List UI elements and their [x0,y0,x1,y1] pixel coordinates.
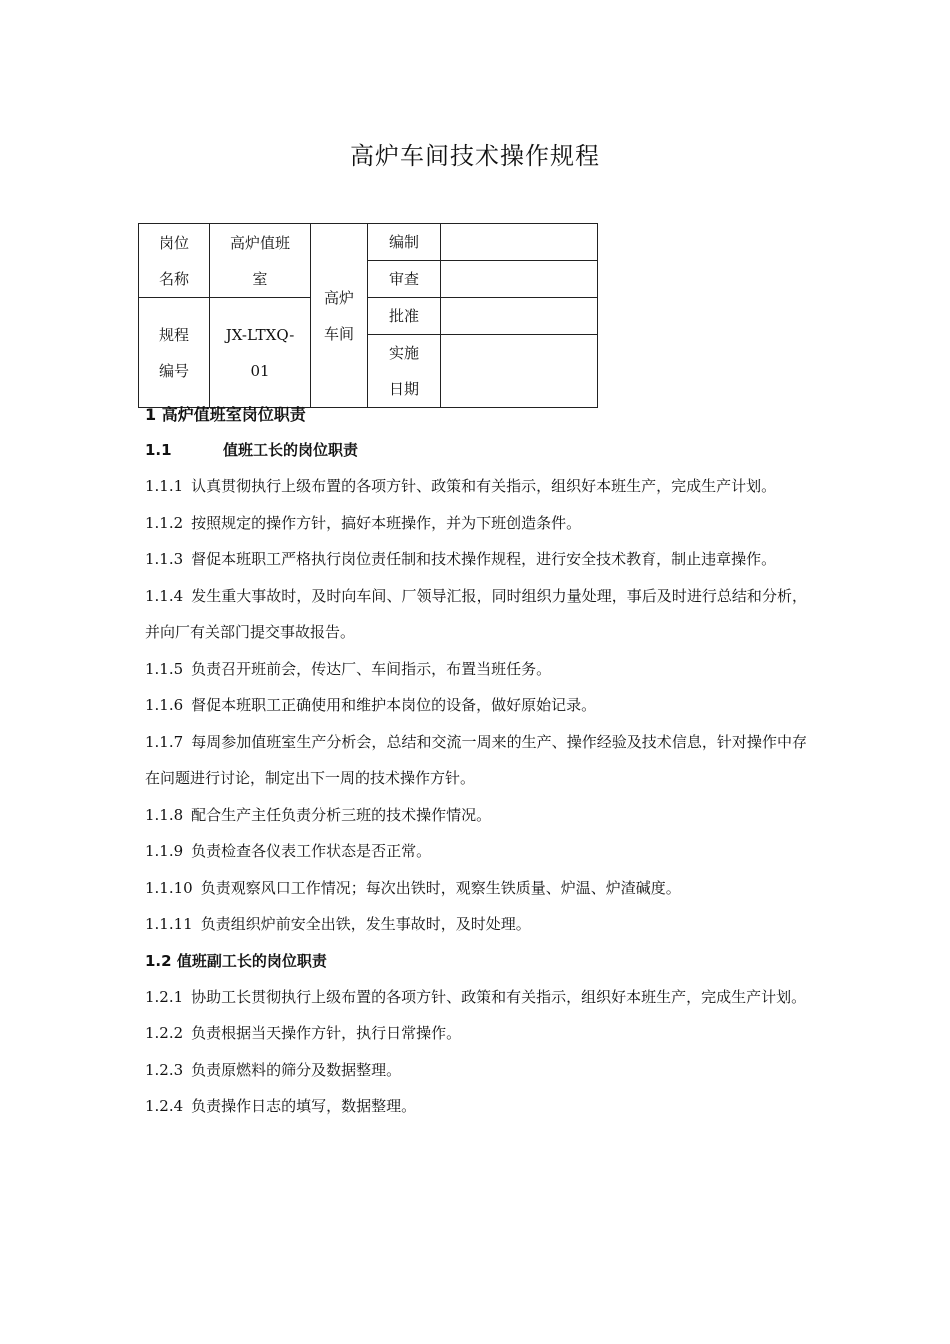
item-text: 负责观察风口工作情况；每次出铁时，观察生铁质量、炉温、炉渣碱度。 [200,878,681,897]
list-item [145,468,807,505]
list-item [145,651,807,688]
list-item [145,505,807,542]
post-name-label [139,224,210,298]
post-name-label-line1: 岗位 [158,233,189,252]
list-item [145,906,807,943]
list-item [145,979,807,1016]
implement-date-label [368,335,441,408]
subsection-heading-1-2 [145,943,807,979]
item-text: 负责操作日志的填写，数据整理。 [191,1097,417,1115]
item-number: 1.1.4 [145,586,184,605]
list-item [145,541,807,578]
item-text: 按照规定的操作方针，搞好本班操作，并为下班创造条件。 [191,513,582,532]
item-text: 认真贯彻执行上级布置的各项方针、政策和有关指示，组织好本班生产，完成生产计划。 [191,477,777,495]
items-list-1-2 [145,979,807,1125]
list-item [145,1052,807,1089]
item-text: 负责检查各仪表工作状态是否正常。 [191,842,432,860]
subsection-heading-1-1 [145,432,807,468]
code-label [139,298,210,408]
implement-date-line1: 实施 [388,344,419,362]
item-text: 督促本班职工严格执行岗位责任制和技术操作规程，进行安全技术教育，制止违章操作。 [191,550,777,568]
item-number: 1.1.9 [145,842,184,860]
item-number: 1.1.11 [145,915,193,933]
item-text: 发生重大事故时，及时向车间、厂领导汇报，同时组织力量处理，事后及时进行总结和分析，并向厂有关部门提交事故报告。 [145,586,807,641]
item-number: 1.1.10 [145,878,193,897]
header-info-table [138,223,598,408]
approve-label: 批准 [368,298,441,335]
post-name-value [210,224,311,298]
list-item [145,870,807,907]
list-item [145,687,807,724]
implement-date-line2: 日期 [388,380,419,398]
list-item [145,1015,807,1052]
item-number: 1.2.1 [145,987,184,1006]
list-item [145,833,807,870]
item-text: 负责组织炉前安全出铁，发生事故时，及时处理。 [200,915,531,933]
list-item [145,578,807,651]
item-number: 1.1.5 [145,659,184,678]
item-number: 1.1.8 [145,805,184,824]
item-text: 负责原燃料的筛分及数据整理。 [191,1060,402,1079]
subsection-number: 1.1 [145,441,172,459]
review-value [441,261,598,298]
post-name-label-line2: 名称 [158,269,189,288]
list-item [145,724,807,797]
list-item [145,1088,807,1125]
implement-date-value [441,335,598,408]
compile-value [441,224,598,261]
post-name-value-line1: 高炉值班 [229,233,290,252]
code-value-line1: JX-LTXQ- [225,325,295,344]
item-number: 1.2.3 [145,1060,184,1079]
workshop-cell [311,224,368,408]
item-number: 1.1.1 [145,477,184,495]
document-body [145,398,807,1125]
code-label-line1: 规程 [158,325,189,344]
item-number: 1.1.3 [145,550,184,568]
approve-value [441,298,598,335]
item-number: 1.2.4 [145,1097,184,1115]
workshop-line1: 高炉 [323,288,354,307]
item-text: 协助工长贯彻执行上级布置的各项方针、政策和有关指示，组织好本班生产，完成生产计划。 [191,987,807,1006]
code-value [210,298,311,408]
compile-label: 编制 [368,224,441,261]
item-text: 配合生产主任负责分析三班的技术操作情况。 [191,805,492,824]
item-number: 1.1.2 [145,513,184,532]
post-name-value-line2: 室 [252,269,268,288]
item-text: 负责根据当天操作方针，执行日常操作。 [191,1024,462,1042]
code-value-line2: 01 [250,361,270,380]
item-text: 负责召开班前会，传达厂、车间指示，布置当班任务。 [191,659,552,678]
item-number: 1.2.2 [145,1024,184,1042]
item-number: 1.1.6 [145,696,184,714]
document-title: 高炉车间技术操作规程 [350,142,600,170]
item-number: 1.1.7 [145,732,184,751]
list-item [145,797,807,834]
item-text: 每周参加值班室生产分析会，总结和交流一周来的生产、操作经验及技术信息，针对操作中存在问题进行讨论，制定出下一周的技术操作方针。 [145,732,807,787]
items-list-1-1 [145,468,807,943]
subsection-title: 值班工长的岗位职责 [223,441,359,459]
subsection-title: 值班副工长的岗位职责 [176,951,327,970]
subsection-number: 1.2 [145,951,172,970]
review-label: 审查 [368,261,441,298]
code-label-line2: 编号 [158,361,189,380]
workshop-line2: 车间 [323,324,354,343]
section-heading: 1 高炉值班室岗位职责 [145,405,306,424]
item-text: 督促本班职工正确使用和维护本岗位的设备，做好原始记录。 [191,696,597,714]
